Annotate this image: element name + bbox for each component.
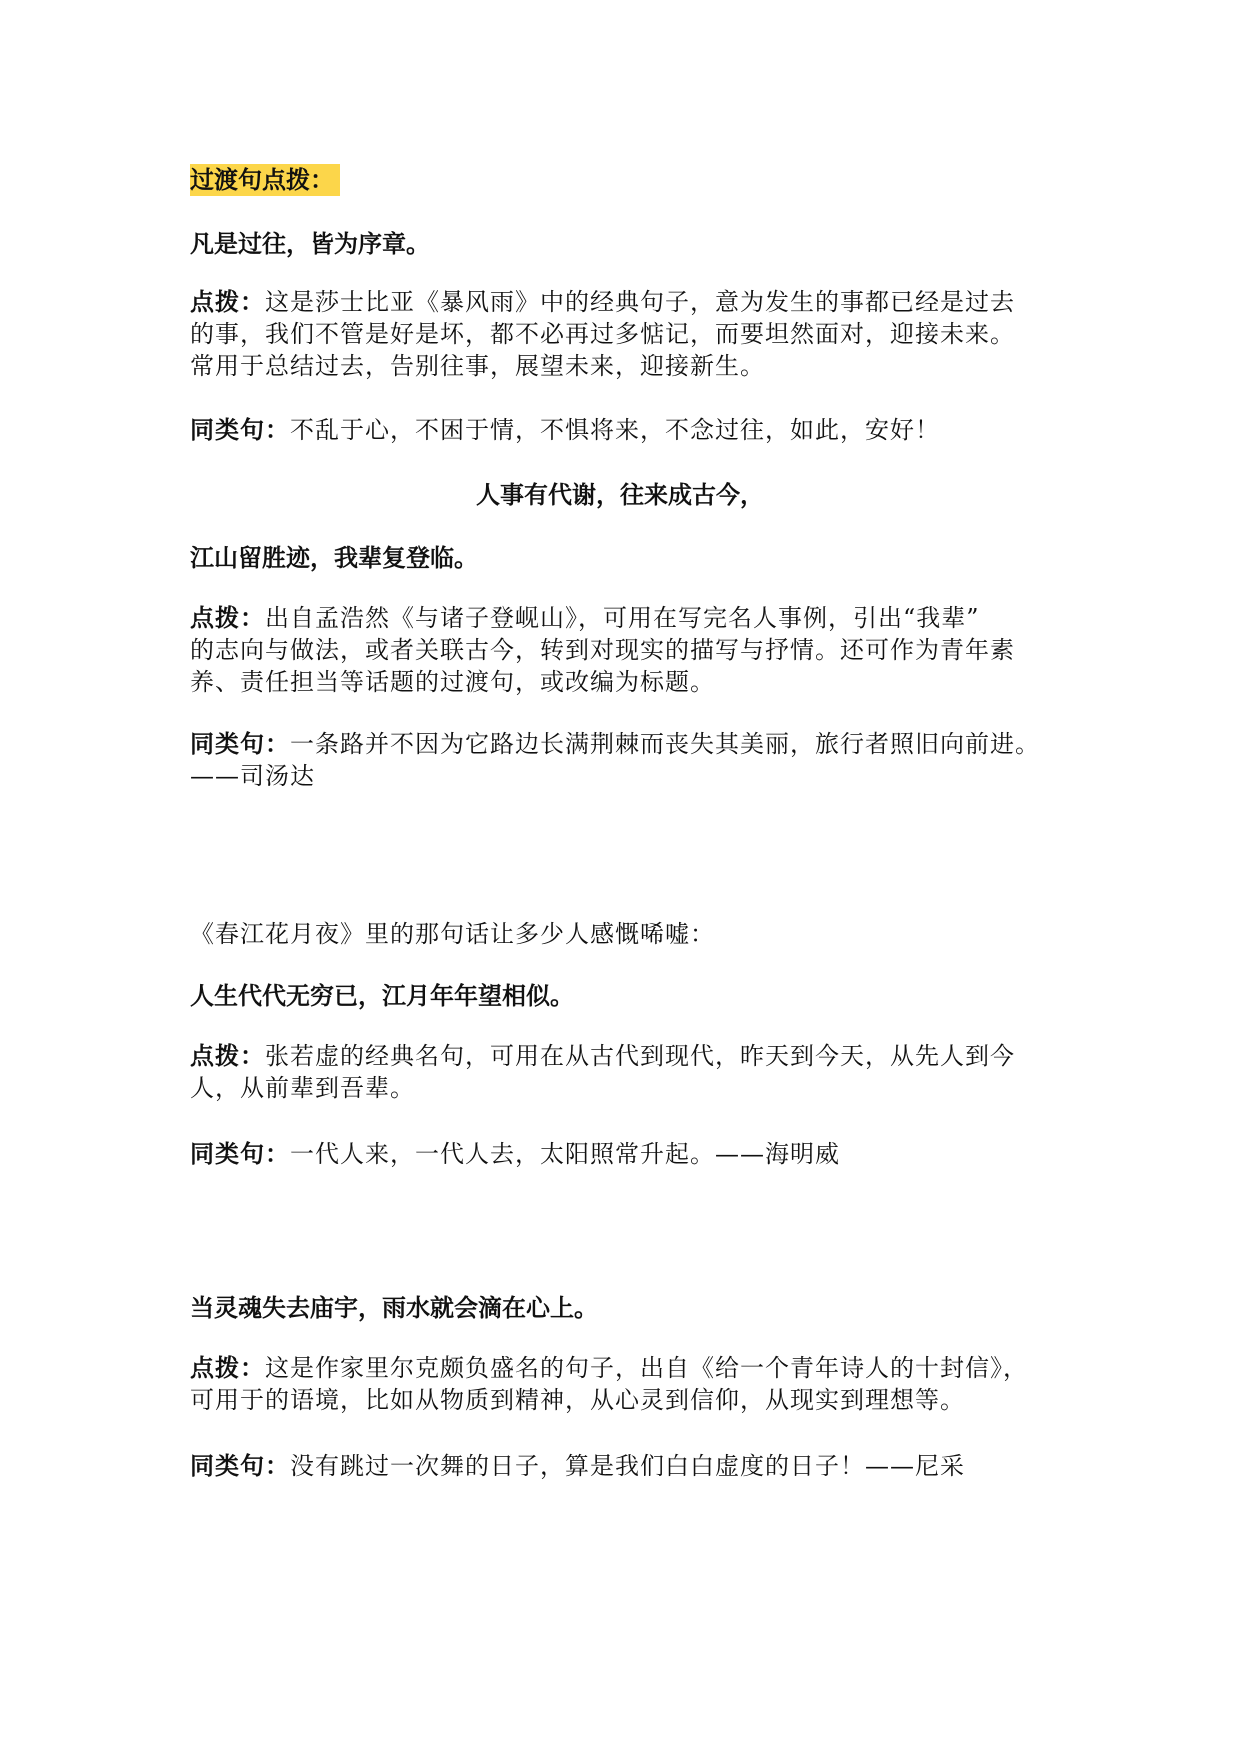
- similar-3: [190, 1138, 1050, 1170]
- tip-label: 点拨：: [190, 288, 265, 316]
- tip-1-line-3: 常用于总结过去，告别往事，展望未来，迎接新生。: [190, 352, 765, 380]
- similar-text: 一条路并不因为它路边长满荆棘而丧失其美丽，旅行者照旧向前进。: [290, 730, 1040, 758]
- tip-text: 这是莎士比亚《暴风雨》中的经典句子，意为发生的事都已经是过去: [265, 288, 1015, 316]
- quote-2-line-1: 人事有代谢，往来成古今，: [476, 481, 764, 509]
- similar-2-line-1: [190, 728, 1050, 760]
- tip-text: 这是作家里尔克颇负盛名的句子，出自《给一个青年诗人的十封信》，: [265, 1354, 1028, 1382]
- similar-label: 同类句：: [190, 730, 290, 758]
- section-heading: [190, 164, 1050, 196]
- tip-text: 张若虚的经典名句，可用在从古代到现代，昨天到今天，从先人到今: [265, 1042, 1015, 1070]
- similar-label: 同类句：: [190, 416, 290, 444]
- similar-text: 不乱于心，不困于情，不惧将来，不念过往，如此，安好！: [290, 416, 940, 444]
- tip-1-line-1: [190, 286, 1050, 318]
- tip-2-line-3: 养、责任担当等话题的过渡句，或改编为标题。: [190, 668, 715, 696]
- tip-2-line-2: 的志向与做法，或者关联古今，转到对现实的描写与抒情。还可作为青年素: [190, 636, 1015, 664]
- tip-label: 点拨：: [190, 1042, 265, 1070]
- quote-4: 当灵魂失去庙宇，雨水就会滴在心上。: [190, 1294, 598, 1322]
- similar-text: 没有跳过一次舞的日子，算是我们白白虚度的日子！——尼采: [290, 1452, 965, 1480]
- similar-2-line-2: ——司汤达: [190, 762, 315, 790]
- tip-label: 点拨：: [190, 604, 265, 632]
- tip-label: 点拨：: [190, 1354, 265, 1382]
- similar-1: [190, 414, 1050, 446]
- tip-text: 出自孟浩然《与诸子登岘山》，可用在写完名人事例，引出“我辈”: [265, 604, 980, 632]
- tip-4-line-1: [190, 1352, 1050, 1384]
- tip-2-line-1: [190, 602, 1050, 634]
- tip-1-line-2: 的事，我们不管是好是坏，都不必再过多惦记，而要坦然面对，迎接未来。: [190, 320, 1015, 348]
- similar-label: 同类句：: [190, 1452, 290, 1480]
- quote-1: 凡是过往，皆为序章。: [190, 230, 430, 258]
- section-heading-text: 过渡句点拨：: [190, 164, 340, 196]
- intro-3: 《春江花月夜》里的那句话让多少人感慨唏嘘：: [190, 920, 715, 948]
- quote-2-line-2: 江山留胜迹，我辈复登临。: [190, 544, 478, 572]
- tip-3-line-2: 人，从前辈到吾辈。: [190, 1074, 415, 1102]
- tip-3-line-1: [190, 1040, 1050, 1072]
- quote-3: 人生代代无穷已，江月年年望相似。: [190, 982, 574, 1010]
- similar-4: [190, 1450, 1050, 1482]
- similar-label: 同类句：: [190, 1140, 290, 1168]
- tip-4-line-2: 可用于的语境，比如从物质到精神，从心灵到信仰，从现实到理想等。: [190, 1386, 965, 1414]
- similar-text: 一代人来，一代人去，太阳照常升起。——海明威: [290, 1140, 840, 1168]
